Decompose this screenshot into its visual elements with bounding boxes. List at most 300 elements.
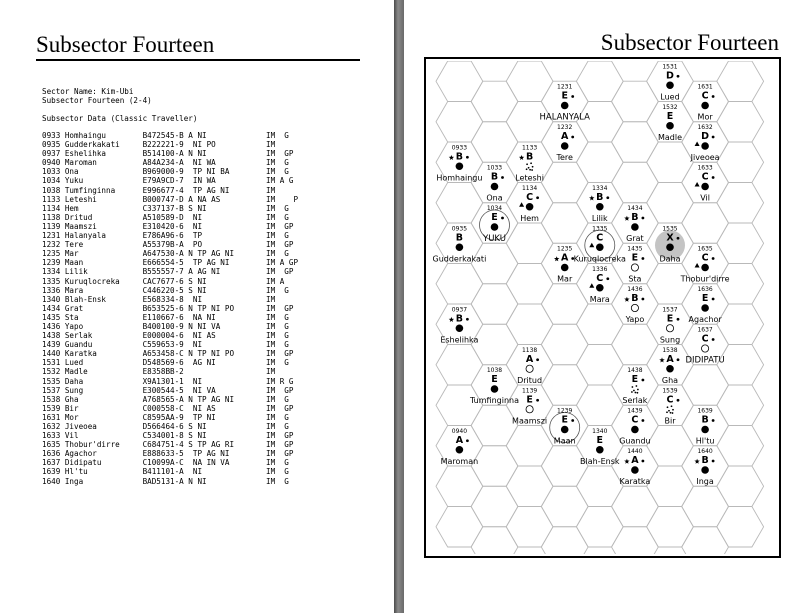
hex-cell xyxy=(647,426,694,467)
table-row: 1434 Grat B653525-6 N TP NI PO IM GP xyxy=(42,303,294,313)
gas-giant-icon xyxy=(677,75,680,78)
table-row: 1537 Sung E300544-5 NI VA IM GP xyxy=(42,385,294,395)
table-row: 1133 Leteshi B000747-D A NA AS IM P xyxy=(42,194,299,204)
gas-giant-icon xyxy=(712,136,715,139)
gas-giant-icon xyxy=(501,176,504,179)
world-dot-icon xyxy=(631,466,639,474)
world-gudderkakati xyxy=(433,225,487,263)
hex-cell xyxy=(717,142,764,183)
world-leteshi xyxy=(515,144,544,182)
table-row: 1336 Mara C446220-5 S NI IM G xyxy=(42,285,289,295)
table-row: 1535 Daha X9A1301-1 NI IM R G xyxy=(42,376,294,386)
world-name: Sta xyxy=(628,274,642,284)
starport-code: A xyxy=(455,434,464,446)
world-lued xyxy=(660,63,679,101)
hex-cell xyxy=(436,183,483,224)
hex-cell xyxy=(717,426,764,467)
world-agachor xyxy=(689,286,723,324)
table-row: 1232 Tere A55379B-A PO IM GP xyxy=(42,240,294,250)
hex-number: 1535 xyxy=(662,225,678,233)
starport-code: E xyxy=(701,293,709,304)
hex-number: 1531 xyxy=(662,63,678,71)
world-name: Grat xyxy=(626,234,644,243)
hex-number: 1633 xyxy=(697,164,713,172)
hex-cell xyxy=(541,486,588,527)
starport-code: X xyxy=(666,232,674,244)
hex-cell xyxy=(612,81,659,122)
table-row: 1438 Serlak E000004-6 NI AS IM G xyxy=(42,331,289,341)
world-hl-tu xyxy=(696,408,715,446)
world-name: Mar xyxy=(557,274,573,284)
world-dot-icon xyxy=(596,203,604,211)
hex-cell xyxy=(471,446,518,487)
table-row: 1539 Bir C000558-C NI AS IM GP xyxy=(42,403,294,413)
starport-code: A xyxy=(631,455,639,466)
world-open-icon xyxy=(702,345,709,352)
table-row: 1334 Lilik B555557-7 A AG NI IM GP xyxy=(42,267,294,277)
hex-number: 1436 xyxy=(627,286,643,293)
asteroid-belt-icon xyxy=(526,162,534,171)
world-name: Inga xyxy=(696,477,714,486)
world-open-icon xyxy=(666,325,673,332)
hex-cell xyxy=(612,122,659,163)
world-name: Dritud xyxy=(517,375,543,385)
world-name: Thobur'dirre xyxy=(680,274,730,284)
world-name: Hem xyxy=(520,213,539,223)
world-name: Daha xyxy=(659,254,681,264)
world-open-icon xyxy=(631,264,638,271)
hex-number: 1538 xyxy=(662,346,678,354)
table-row: 0935 Gudderkakati B222221-9 NI PO IM xyxy=(42,140,276,150)
world-tumfinginna xyxy=(469,367,519,405)
world-dot-icon xyxy=(666,365,674,373)
world-sta xyxy=(627,246,644,284)
scout-base-icon xyxy=(589,243,594,248)
starport-code: B xyxy=(455,232,464,244)
hex-cell xyxy=(471,527,518,554)
starport-code: B xyxy=(596,191,604,203)
hex-cell xyxy=(506,466,553,507)
hex-number: 1434 xyxy=(627,205,643,212)
world-name: Yapo xyxy=(625,315,645,324)
world-name: Lued xyxy=(660,92,680,102)
hex-cell xyxy=(541,203,588,244)
naval-base-icon xyxy=(659,357,664,362)
hex-cell xyxy=(471,405,518,446)
title-underline xyxy=(36,59,360,61)
world-gha xyxy=(659,347,679,385)
table-row: 1335 Kuruqlocreka CAC7677-6 S NI IM A xyxy=(42,276,285,286)
world-name: Madle xyxy=(657,132,683,142)
gas-giant-icon xyxy=(642,460,645,463)
gas-giant-icon xyxy=(466,439,469,442)
gas-giant-icon xyxy=(571,136,574,139)
hex-number: 1340 xyxy=(592,427,608,435)
hex-cell xyxy=(471,284,518,325)
naval-base-icon xyxy=(624,459,629,464)
table-row: 0940 Maroman A84A234-A NI WA IM G xyxy=(42,158,289,168)
hex-cell xyxy=(506,507,553,548)
hex-number: 1639 xyxy=(697,407,713,415)
world-name: Bir xyxy=(664,416,676,426)
world-open-icon xyxy=(631,304,638,311)
gas-giant-icon xyxy=(501,217,504,220)
hex-cell xyxy=(647,466,694,507)
table-row: 1531 Lued D548569-6 AG NI IM G xyxy=(42,358,289,368)
gas-giant-icon xyxy=(571,419,574,422)
hex-cell xyxy=(471,81,518,122)
hex-cell xyxy=(506,426,553,467)
gas-giant-icon xyxy=(712,176,715,179)
world-name: Agachor xyxy=(688,315,722,324)
hex-cell xyxy=(541,527,588,554)
hex-cell xyxy=(576,466,623,507)
hex-cell xyxy=(682,486,729,527)
table-row: 1639 Hl'tu B411101-A NI IM G xyxy=(42,467,289,477)
table-row: 1239 Maan E666554-5 TP AG NI IM A GP xyxy=(42,258,299,268)
starport-code: A xyxy=(561,252,569,264)
asteroid-belt-icon xyxy=(666,405,674,414)
hex-cell xyxy=(576,507,623,548)
starport-code: E xyxy=(596,434,604,446)
table-row: 1632 Jiveoea D566464-6 S NI IM G xyxy=(42,422,289,431)
world-name: Hl'tu xyxy=(695,436,715,446)
hex-cell xyxy=(717,223,764,264)
gas-giant-icon xyxy=(466,318,469,321)
world-dot-icon xyxy=(701,426,709,434)
world-halanyala xyxy=(539,84,590,123)
world-daha xyxy=(655,225,685,263)
gas-giant-icon xyxy=(712,460,715,463)
starport-code: C xyxy=(596,272,604,284)
gas-giant-icon xyxy=(677,399,680,402)
world-blah-ensk xyxy=(580,428,620,466)
world-dot-icon xyxy=(701,142,709,150)
hex-cell xyxy=(717,264,764,305)
hex-number: 1231 xyxy=(557,83,573,91)
starport-code: B xyxy=(455,313,464,325)
table-row: 0937 Eshelihka B514100-A N NI IM GP xyxy=(42,149,294,159)
world-eshelihka xyxy=(440,306,478,344)
hex-number: 1034 xyxy=(486,205,503,212)
table-row: 1340 Blah-Ensk E568334-8 NI IM xyxy=(42,294,276,304)
hex-cell xyxy=(541,284,588,325)
world-mar xyxy=(554,246,574,284)
hex-number: 1636 xyxy=(697,286,713,293)
gas-giant-icon xyxy=(642,379,645,382)
world-dot-icon xyxy=(561,426,569,434)
world-name: Jiveoea xyxy=(690,153,720,162)
hex-number: 1239 xyxy=(557,407,573,415)
naval-base-icon xyxy=(624,216,629,221)
hex-cell xyxy=(541,324,588,365)
hex-cell xyxy=(647,142,694,183)
gas-giant-icon xyxy=(642,257,645,260)
starport-code: B xyxy=(525,151,534,163)
hex-number: 0940 xyxy=(451,427,468,435)
world-name: Homhaingu xyxy=(436,173,483,183)
table-row: 1631 Mor C8595AA-9 TP NI IM G xyxy=(42,412,289,422)
starport-code: D xyxy=(701,131,710,142)
gas-giant-icon xyxy=(677,237,680,240)
page-gutter xyxy=(394,0,404,613)
gas-giant-icon xyxy=(677,318,680,321)
hex-cell xyxy=(436,102,483,143)
starport-code: A xyxy=(561,131,569,142)
hex-cell xyxy=(471,243,518,284)
table-row: 1231 Halanyala E786A96-6 TP IM G xyxy=(42,231,289,241)
world-dot-icon xyxy=(456,162,464,170)
hex-cell xyxy=(682,365,729,406)
world-dot-icon xyxy=(666,81,674,89)
hex-number: 1139 xyxy=(521,387,538,395)
table-row: 1436 Yapo B400100-9 N NI VA IM G xyxy=(42,321,289,331)
hex-cell xyxy=(541,446,588,487)
starport-code: C xyxy=(701,90,709,102)
world-name: Eshelihka xyxy=(440,335,479,345)
gas-giant-icon xyxy=(642,419,645,422)
world-name: Ona xyxy=(486,193,503,203)
asteroid-belt-icon xyxy=(631,385,639,394)
hex-number: 1438 xyxy=(627,367,643,374)
gas-giant-icon xyxy=(536,196,539,199)
world-guandu xyxy=(619,408,650,446)
hex-cell xyxy=(506,61,553,102)
starport-code: C xyxy=(666,394,674,406)
table-row: 1532 Madle E8358BB-2 IM xyxy=(42,367,276,377)
world-name: Vil xyxy=(700,193,710,203)
world-madle xyxy=(658,104,682,142)
sector-header-block xyxy=(42,87,197,123)
world-dot-icon xyxy=(561,102,569,110)
left-page-title: Subsector Fourteen xyxy=(36,32,215,57)
naval-base-icon xyxy=(624,297,629,302)
hex-cell xyxy=(471,486,518,527)
hex-cell xyxy=(436,385,483,426)
starport-code: E xyxy=(631,374,639,385)
world-name: Karatka xyxy=(619,477,651,486)
table-row: 1139 Maamszi E310420-6 NI IM GP xyxy=(42,221,294,231)
starport-code: B xyxy=(455,151,464,163)
hex-number: 1539 xyxy=(662,387,678,395)
world-thobur-dirre xyxy=(680,246,730,284)
naval-base-icon xyxy=(589,195,594,200)
world-name: YUKU xyxy=(483,234,506,244)
starport-code: D xyxy=(666,70,674,82)
table-row: 1435 Sta E110667-6 NA NI IM G xyxy=(42,312,289,322)
world-grat xyxy=(624,205,644,243)
hex-number: 1440 xyxy=(627,448,643,455)
hex-cell xyxy=(647,183,694,224)
world-name: Blah-Ensk xyxy=(580,456,620,466)
hex-number: 1537 xyxy=(662,306,678,314)
hex-cell xyxy=(717,385,764,426)
hex-cell xyxy=(576,345,623,386)
starport-code: B xyxy=(631,212,639,223)
world-open-icon xyxy=(526,365,533,372)
hex-cell xyxy=(717,102,764,143)
scout-base-icon xyxy=(695,182,700,187)
world-yapo xyxy=(624,286,644,324)
hex-number: 1138 xyxy=(521,346,538,354)
world-name: Mor xyxy=(697,112,713,122)
world-open-icon xyxy=(526,406,533,413)
world-name: Leteshi xyxy=(515,173,544,183)
world-jiveoea xyxy=(690,124,720,162)
world-dot-icon xyxy=(526,203,534,211)
scout-base-icon xyxy=(519,202,524,207)
hex-cell xyxy=(436,507,483,548)
hex-cell xyxy=(612,527,659,554)
table-row: 1538 Gha A768565-A N TP AG NI IM G xyxy=(42,394,289,404)
hex-cell xyxy=(612,162,659,203)
world-name: Gha xyxy=(661,375,679,385)
gas-giant-icon xyxy=(536,399,539,402)
world-dot-icon xyxy=(701,183,709,191)
starport-code: E xyxy=(491,212,498,223)
world-name: Mara xyxy=(589,294,610,304)
world-name: Maan xyxy=(553,436,576,446)
hex-cell xyxy=(612,324,659,365)
naval-base-icon xyxy=(519,155,524,160)
gas-giant-icon xyxy=(712,257,715,260)
right-page-title: Subsector Fourteen xyxy=(600,30,779,55)
world-dot-icon xyxy=(701,102,709,110)
hex-cell xyxy=(576,304,623,345)
hex-number: 1232 xyxy=(557,124,573,131)
world-tere xyxy=(555,124,574,162)
world-dot-icon xyxy=(596,284,604,292)
hex-cell xyxy=(541,162,588,203)
naval-base-icon xyxy=(449,317,454,322)
world-dot-icon xyxy=(631,426,639,434)
table-row: 0933 Homhaingu B472545-B A NI IM G xyxy=(42,131,289,140)
table-row: 1439 Guandu C559653-9 NI IM G xyxy=(42,340,289,350)
starport-code: E xyxy=(561,90,568,102)
hex-cell xyxy=(682,527,729,554)
starport-code: C xyxy=(701,171,709,183)
world-inga xyxy=(694,448,714,486)
subsector-data-table xyxy=(42,131,298,486)
world-name: Sung xyxy=(659,335,681,345)
world-name: Gudderkakati xyxy=(432,254,487,264)
world-dot-icon xyxy=(596,446,604,454)
hex-cell xyxy=(647,507,694,548)
hex-number: 0937 xyxy=(451,306,468,314)
world-ona xyxy=(486,165,504,203)
hex-number: 1038 xyxy=(486,367,503,374)
hex-cell xyxy=(717,304,764,345)
naval-base-icon xyxy=(694,459,699,464)
gas-giant-icon xyxy=(536,358,539,361)
world-bir xyxy=(662,387,679,425)
world-dot-icon xyxy=(561,142,569,150)
world-name: Serlak xyxy=(622,396,648,405)
hex-grid xyxy=(436,61,764,554)
hex-cell xyxy=(436,345,483,386)
hex-cell xyxy=(717,183,764,224)
hex-cell xyxy=(471,324,518,365)
starport-code: A xyxy=(666,353,674,365)
hex-number: 1235 xyxy=(557,245,573,253)
naval-base-icon xyxy=(449,155,454,160)
world-dot-icon xyxy=(701,466,709,474)
world-maamszi xyxy=(512,387,547,425)
table-row: 1635 Thobur'dirre C684751-4 S TP AG RI IM GP xyxy=(42,440,294,450)
world-dot-icon xyxy=(456,243,464,251)
table-row: 1134 Hem C337137-B S NI IM G xyxy=(42,203,289,213)
gas-giant-icon xyxy=(606,196,609,199)
starport-code: E xyxy=(666,313,674,325)
gas-giant-icon xyxy=(642,298,645,301)
world-name: Lilik xyxy=(591,213,608,223)
hex-cell xyxy=(576,61,623,102)
world-dot-icon xyxy=(561,264,569,272)
scout-base-icon xyxy=(695,263,700,268)
hex-cell xyxy=(506,304,553,345)
hex-number: 1336 xyxy=(592,265,608,273)
world-kuruqlocreka xyxy=(574,225,626,263)
gas-giant-icon xyxy=(571,95,574,98)
hex-cell xyxy=(682,203,729,244)
world-dot-icon xyxy=(666,243,674,251)
table-row: 1640 Inga BAD5131-A N NI IM G xyxy=(42,476,289,486)
scout-base-icon xyxy=(695,142,700,147)
table-row: 1033 Ona B969000-9 TP NI BA IM G xyxy=(42,167,289,177)
hex-cell xyxy=(471,122,518,163)
gas-giant-icon xyxy=(677,358,680,361)
hex-number: 0935 xyxy=(451,225,468,233)
world-dot-icon xyxy=(701,264,709,272)
starport-code: E xyxy=(526,394,533,406)
world-name: DIDIPATU xyxy=(685,355,725,366)
starport-code: E xyxy=(491,374,498,385)
table-row: 1235 Mar A647530-A N TP AG NI IM G xyxy=(42,249,289,259)
world-hem xyxy=(519,185,539,223)
world-dritud xyxy=(517,347,542,385)
hex-number: 1532 xyxy=(662,103,678,111)
header-line: Sector Name: Kim-Ubi xyxy=(42,87,134,96)
hex-cell xyxy=(436,264,483,305)
world-dot-icon xyxy=(491,223,499,231)
world-name: Guandu xyxy=(619,436,651,446)
starport-code: C xyxy=(526,191,534,203)
world-dot-icon xyxy=(456,446,464,454)
subsector-hex-map xyxy=(428,61,777,554)
gas-giant-icon xyxy=(642,217,645,220)
world-dot-icon xyxy=(596,243,604,251)
hex-number: 1133 xyxy=(521,144,538,152)
table-row: 1440 Karatka A653458-C N TP NI PO IM GP xyxy=(42,349,294,359)
scout-base-icon xyxy=(589,283,594,288)
world-name: HALANYALA xyxy=(539,112,590,123)
table-row: 1633 Vil C534001-8 S NI IM GP xyxy=(42,431,294,441)
starport-code: B xyxy=(701,414,709,426)
hex-cell xyxy=(576,142,623,183)
table-row: 1138 Dritud A510589-D NI IM G xyxy=(42,212,289,222)
hex-cell xyxy=(436,61,483,102)
world-name: Tere xyxy=(556,153,573,162)
starport-code: C xyxy=(596,232,604,244)
hex-cell xyxy=(717,61,764,102)
world-maan xyxy=(550,408,580,446)
world-karatka xyxy=(620,448,651,486)
hex-cell xyxy=(436,466,483,507)
hex-number: 1640 xyxy=(697,448,713,455)
gas-giant-icon xyxy=(712,95,715,98)
header-line xyxy=(42,105,197,114)
starport-code: E xyxy=(631,252,639,264)
